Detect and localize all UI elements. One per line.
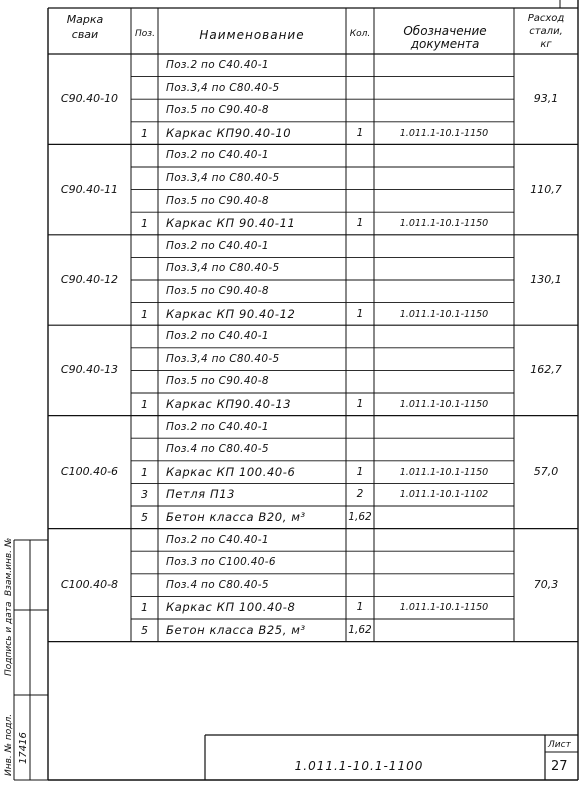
header-poz: Поз. <box>135 29 155 39</box>
row-name: Поз.3,4 по С80.40-5 <box>166 81 280 94</box>
row-name: Каркас КП 100.40-8 <box>166 600 296 615</box>
pile-mark: С100.40-8 <box>60 578 119 592</box>
row-position: 1 <box>141 465 148 479</box>
row-name: Поз.5 по С90.40-8 <box>166 285 269 297</box>
header-kol: Кол. <box>349 29 371 39</box>
row-quantity: 1,62 <box>348 624 372 636</box>
pile-mark: С100.40-6 <box>60 465 119 479</box>
row-name: Петля П13 <box>166 487 236 502</box>
row-position: 3 <box>141 488 148 502</box>
row-name: Каркас КП 100.40-6 <box>166 464 296 479</box>
row-name: Поз.3,4 по С80.40-5 <box>166 172 280 184</box>
row-name: Каркас КП90.40-13 <box>166 397 292 411</box>
row-document: 1.011.1-10.1-1150 <box>399 466 489 478</box>
row-quantity: 1,62 <box>348 511 372 523</box>
row-document: 1.011.1-10.1-1150 <box>399 602 489 614</box>
row-name: Поз.3 по С100.40-6 <box>166 556 276 569</box>
row-name: Поз.2 по С40.40-1 <box>166 533 269 546</box>
stamp-vzam-label: Взам.инв. № <box>4 537 14 596</box>
stamp-sign-label: Подпись и дата <box>4 601 14 676</box>
row-name: Поз.4 по С80.40-5 <box>166 443 269 456</box>
header-naimenovanie: Наименование <box>199 28 305 42</box>
sheet-number: 27 <box>551 759 568 774</box>
pile-mark: С90.40-13 <box>60 363 119 377</box>
row-name: Каркас КП90.40-10 <box>166 125 292 140</box>
header-marka: Марка <box>66 13 104 26</box>
row-name: Бетон класса В20, м³ <box>166 510 306 524</box>
pile-mark: С90.40-10 <box>60 92 119 106</box>
steel-consumption: 57,0 <box>533 465 559 479</box>
header-oboznachenie: Обозначение <box>403 24 487 38</box>
row-quantity: 1 <box>356 601 364 614</box>
row-position: 1 <box>141 601 148 615</box>
row-name: Поз.2 по С40.40-1 <box>166 149 269 162</box>
steel-consumption: 162,7 <box>530 363 562 377</box>
row-position: 5 <box>141 511 148 524</box>
row-position: 5 <box>141 624 148 637</box>
row-document: 1.011.1-10.1-1102 <box>399 489 489 501</box>
row-position: 1 <box>141 126 148 140</box>
steel-consumption: 93,1 <box>533 92 559 106</box>
row-position: 1 <box>141 217 148 231</box>
header-rashod: Расход <box>527 13 565 24</box>
row-name: Поз.3,4 по С80.40-5 <box>166 352 280 365</box>
row-name: Поз.2 по С40.40-1 <box>166 239 269 252</box>
row-document: 1.011.1-10.1-1150 <box>399 308 489 320</box>
row-name: Поз.4 по С80.40-5 <box>166 578 269 591</box>
row-position: 1 <box>141 307 148 321</box>
header-svai: сваи <box>71 28 99 41</box>
row-name: Поз.5 по С90.40-8 <box>166 104 269 117</box>
steel-consumption: 110,7 <box>530 182 562 196</box>
row-name: Поз.5 по С90.40-8 <box>166 375 269 388</box>
row-name: Поз.5 по С90.40-8 <box>166 194 269 207</box>
row-name: Каркас КП 90.40-12 <box>166 306 296 321</box>
row-document: 1.011.1-10.1-1150 <box>399 127 489 139</box>
steel-consumption: 70,3 <box>533 578 559 592</box>
row-name: Каркас КП 90.40-11 <box>166 216 296 231</box>
row-quantity: 1 <box>356 126 364 139</box>
stamp-inv-value: 17416 <box>18 732 29 764</box>
pile-mark: С90.40-11 <box>60 182 119 196</box>
row-name: Бетон класса В25, м³ <box>166 623 306 637</box>
steel-consumption: 130,1 <box>530 273 562 286</box>
sheet-label: Лист <box>548 740 571 750</box>
row-name: Поз.2 по С40.40-1 <box>166 330 269 343</box>
row-position: 1 <box>141 398 148 411</box>
row-name: Поз.2 по С40.40-1 <box>166 59 269 71</box>
row-document: 1.011.1-10.1-1150 <box>399 218 489 230</box>
pile-mark: С90.40-12 <box>60 273 119 286</box>
stamp-inv-label: Инв. № подл. <box>4 713 14 776</box>
row-name: Поз.2 по С40.40-1 <box>166 420 269 433</box>
row-document: 1.011.1-10.1-1150 <box>399 399 489 410</box>
row-quantity: 1 <box>356 217 364 230</box>
header-dokumenta: документа <box>410 37 480 51</box>
row-quantity: 2 <box>356 488 364 501</box>
header-kg: кг <box>540 39 552 50</box>
header-stali: стали, <box>529 26 563 37</box>
row-quantity: 1 <box>356 307 364 320</box>
row-name: Поз.3,4 по С80.40-5 <box>166 262 280 275</box>
row-quantity: 1 <box>356 465 364 478</box>
document-designation: 1.011.1-10.1-1100 <box>294 759 424 773</box>
row-quantity: 1 <box>356 398 364 410</box>
